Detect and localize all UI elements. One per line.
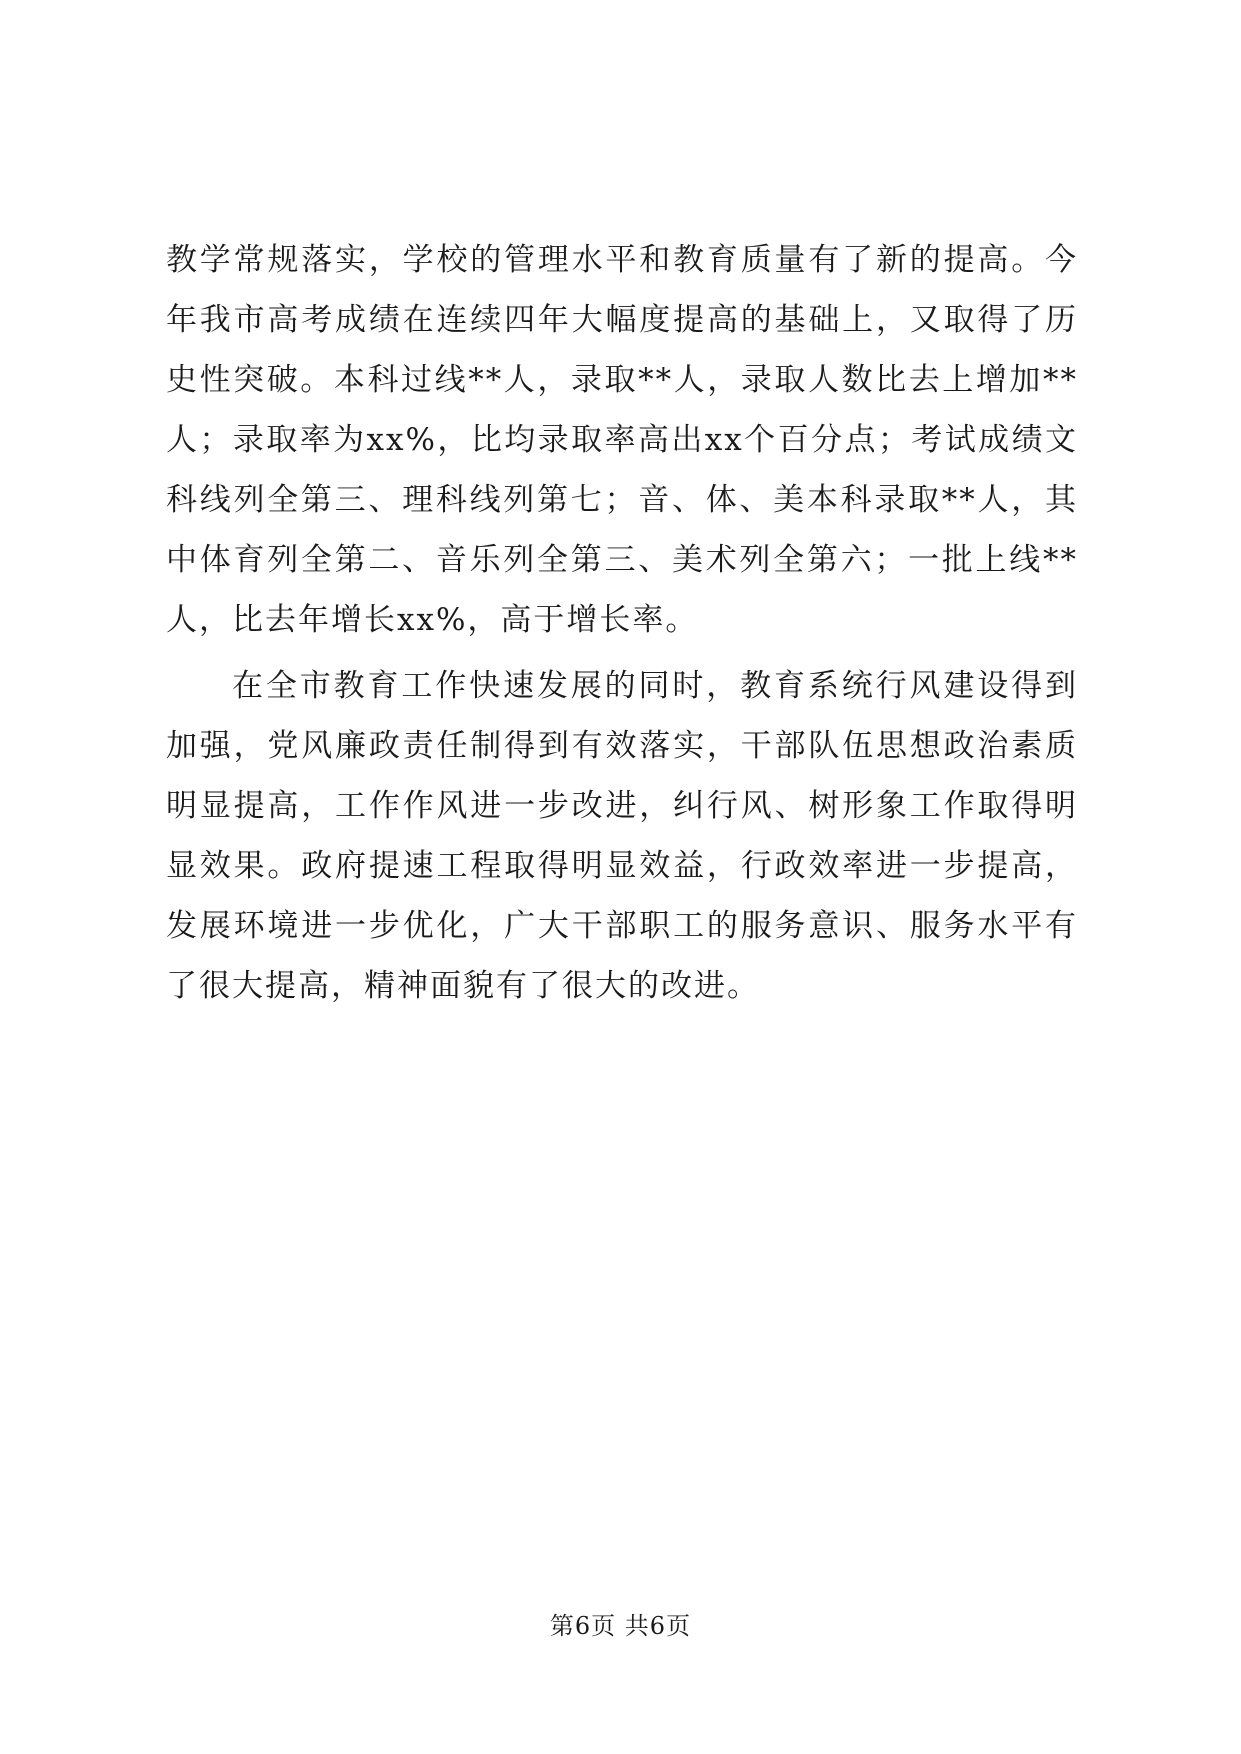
body-text: [166, 230, 1078, 1016]
paragraph-2: 在全市教育工作快速发展的同时，教育系统行风建设得到加强，党风廉政责任制得到有效落实，干部队伍思想政治素质明显提高，工作作风进一步改进，纠行风、树形象工作取得明显效果。政府提速工程取得明显效益，行政效率进一步提高，发展环境进一步优化，广大干部职工的服务意识、服务水平有了很大提高，精神面貌有了很大的改进。: [166, 668, 1078, 1004]
page-number-footer: 第6页 共6页: [549, 1612, 692, 1640]
paragraph-1: 教学常规落实，学校的管理水平和教育质量有了新的提高。今年我市高考成绩在连续四年大幅度提高的基础上，又取得了历史性突破。本科过线**人，录取**人，录取人数比去上增加**人；录取率为xx%，比均录取率高出xx个百分点；考试成绩文科线列全第三、理科线列第七；音、体、美本科录取**人，其中体育列全第二、音乐列全第三、美术列全第六；一批上线**人，比去年增长xx%，高于增长率。: [166, 242, 1078, 638]
